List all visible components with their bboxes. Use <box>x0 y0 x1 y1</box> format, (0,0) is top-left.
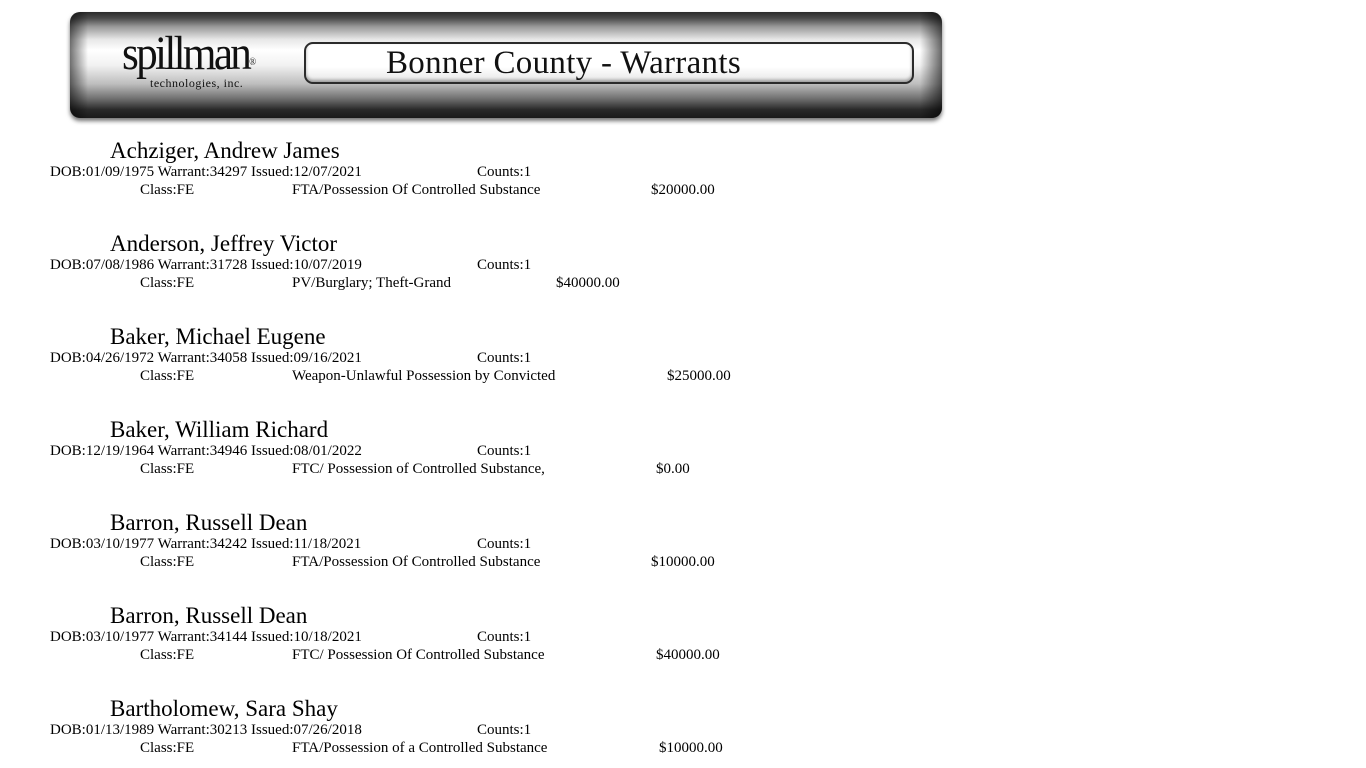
warrant-class: Class:FE <box>140 554 195 570</box>
warrant-info: DOB:07/08/1986 Warrant:31728 Issued:10/07/2019 <box>50 257 362 273</box>
bond-amount: $10000.00 <box>659 740 723 756</box>
spillman-logo <box>122 27 262 94</box>
warrant-class: Class:FE <box>140 740 195 756</box>
warrant-record <box>0 417 1366 510</box>
person-name: Anderson, Jeffrey Victor <box>110 231 338 256</box>
bond-amount: $40000.00 <box>656 647 720 663</box>
warrant-info: DOB:01/09/1975 Warrant:34297 Issued:12/07/2021 <box>50 164 362 180</box>
warrant-record <box>0 324 1366 417</box>
warrant-counts: Counts:1 <box>477 443 532 459</box>
bond-amount: $40000.00 <box>556 275 620 291</box>
warrant-charge: FTA/Possession of a Controlled Substance <box>292 740 548 756</box>
person-name: Barron, Russell Dean <box>110 603 308 628</box>
warrant-list <box>0 138 1366 768</box>
header-banner <box>70 12 942 118</box>
warrant-info: DOB:03/10/1977 Warrant:34144 Issued:10/18/2021 <box>50 629 362 645</box>
warrant-record <box>0 696 1366 768</box>
warrant-counts: Counts:1 <box>477 629 532 645</box>
warrant-charge: Weapon-Unlawful Possession by Convicted <box>292 368 556 384</box>
bond-amount: $20000.00 <box>651 182 715 198</box>
warrant-record <box>0 138 1366 231</box>
logo-registered-mark: ® <box>249 57 257 68</box>
warrant-record <box>0 603 1366 696</box>
warrant-info: DOB:12/19/1964 Warrant:34946 Issued:08/01/2022 <box>50 443 362 459</box>
warrant-class: Class:FE <box>140 275 195 291</box>
person-name: Baker, Michael Eugene <box>110 324 326 349</box>
warrant-record <box>0 231 1366 324</box>
warrant-charge: PV/Burglary; Theft-Grand <box>292 275 452 291</box>
bond-amount: $25000.00 <box>667 368 731 384</box>
page-title: Bonner County - Warrants <box>386 45 741 81</box>
warrant-charge: FTC/ Possession Of Controlled Substance <box>292 647 545 663</box>
warrant-class: Class:FE <box>140 647 195 663</box>
warrant-charge: FTC/ Possession of Controlled Substance, <box>292 461 545 477</box>
warrant-charge: FTA/Possession Of Controlled Substance <box>292 182 541 198</box>
warrant-record <box>0 510 1366 603</box>
bond-amount: $0.00 <box>656 461 690 477</box>
warrant-counts: Counts:1 <box>477 722 532 738</box>
title-box <box>304 42 914 84</box>
person-name: Bartholomew, Sara Shay <box>110 696 338 721</box>
logo-word: spillman <box>122 27 250 80</box>
person-name: Baker, William Richard <box>110 417 329 442</box>
logo-subtitle: technologies, inc. <box>150 76 244 90</box>
warrant-class: Class:FE <box>140 182 195 198</box>
warrant-counts: Counts:1 <box>477 164 532 180</box>
warrant-counts: Counts:1 <box>477 536 532 552</box>
warrant-class: Class:FE <box>140 368 195 384</box>
bond-amount: $10000.00 <box>651 554 715 570</box>
person-name: Barron, Russell Dean <box>110 510 308 535</box>
warrant-info: DOB:04/26/1972 Warrant:34058 Issued:09/16/2021 <box>50 350 362 366</box>
warrant-charge: FTA/Possession Of Controlled Substance <box>292 554 541 570</box>
warrant-counts: Counts:1 <box>477 257 532 273</box>
warrant-counts: Counts:1 <box>477 350 532 366</box>
warrant-info: DOB:01/13/1989 Warrant:30213 Issued:07/26/2018 <box>50 722 362 738</box>
person-name: Achziger, Andrew James <box>110 138 340 163</box>
warrant-class: Class:FE <box>140 461 195 477</box>
warrant-info: DOB:03/10/1977 Warrant:34242 Issued:11/18/2021 <box>50 536 362 552</box>
